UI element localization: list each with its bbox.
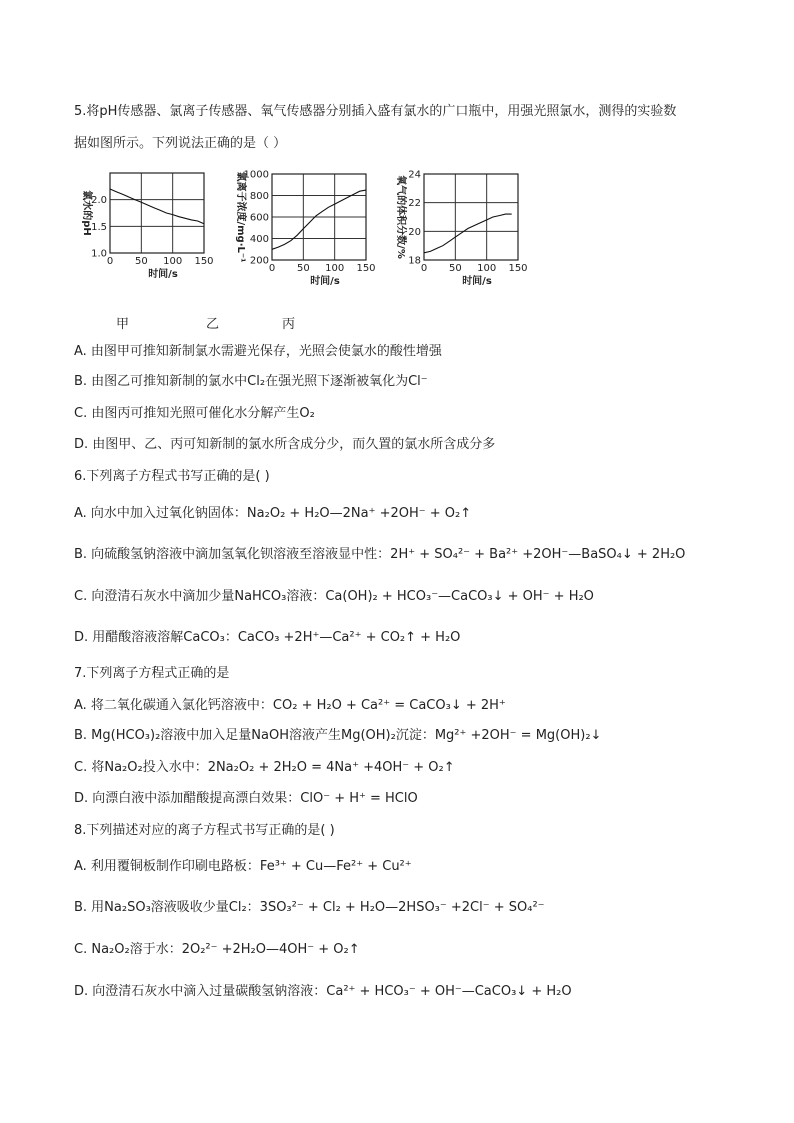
y-tick-label: 1000 [243,169,269,181]
y-axis-label: 氧气的体积分数/% [395,175,406,259]
x-tick-label: 150 [508,263,528,274]
q5-stem-line2: 据如图所示。下列说法正确的是（ ） [74,136,287,151]
y-axis-label: 氯水的pH [81,190,92,236]
x-axis-label: 时间/s [462,276,492,287]
series-line [110,189,204,224]
plot-frame [424,174,518,260]
y-tick-label: 2.0 [91,195,107,207]
q7-option-c: C. 将Na₂O₂投入水中：2Na₂O₂ + 2H₂O = 4Na⁺ +4OH⁻ + O₂↑ [74,760,455,775]
y-tick-label: 200 [249,255,269,267]
series-line [424,214,512,253]
x-tick-label: 100 [477,263,497,274]
x-axis-label: 时间/s [148,269,178,280]
q8-option-b: B. 用Na₂SO₃溶液吸收少量Cl₂：3SO₃²⁻ + Cl₂ + H₂O—2HSO₃⁻ +2Cl⁻ + SO₄²⁻ [74,900,545,915]
q5-option-d: D. 由图甲、乙、丙可知新制的氯水所含成分少，而久置的氯水所含成分多 [74,437,496,452]
y-tick-label: 22 [408,198,421,210]
x-tick-label: 150 [356,263,376,274]
q8-stem: 8.下列描述对应的离子方程式书写正确的是( ) [74,823,335,838]
figure-label-jia: 甲 [116,317,130,332]
chart-bing [388,162,538,297]
q8-option-c: C. Na₂O₂溶于水：2O₂²⁻ +2H₂O—4OH⁻ + O₂↑ [74,942,360,957]
q6-option-d: D. 用醋酸溶液溶解CaCO₃：CaCO₃ +2H⁺—Ca²⁺ + CO₂↑ + H₂O [74,630,461,645]
x-tick-label: 0 [268,263,276,274]
y-tick-label: 400 [249,234,269,245]
x-tick-label: 50 [448,263,462,274]
y-tick-label: 1.0 [91,248,107,260]
series-line [272,190,366,249]
x-axis-label: 时间/s [310,276,340,287]
y-axis-label: 氯离子浓度/mg·L⁻¹ [235,171,246,263]
plot-frame [110,173,204,253]
x-tick-label: 100 [325,263,345,274]
q6-option-a: A. 向水中加入过氧化钠固体：Na₂O₂ + H₂O—2Na⁺ +2OH⁻ + O₂↑ [74,506,472,521]
q8-option-a: A. 利用覆铜板制作印刷电路板：Fe³⁺ + Cu—Fe²⁺ + Cu²⁺ [74,859,412,874]
q5-option-b: B. 由图乙可推知新制的氯水中Cl₂在强光照下逐渐被氧化为Cl⁻ [74,374,428,389]
x-tick-label: 0 [106,256,114,267]
q6-option-c: C. 向澄清石灰水中滴加少量NaHCO₃溶液：Ca(OH)₂ + HCO₃⁻—CaCO₃↓ + OH⁻ + H₂O [74,589,594,604]
figure-label-bing: 丙 [282,317,296,332]
q6-stem: 6.下列离子方程式书写正确的是( ) [74,469,270,484]
q7-stem: 7.下列离子方程式正确的是 [74,666,230,681]
x-tick-label: 150 [194,256,214,267]
y-tick-label: 24 [408,169,421,181]
y-tick-label: 800 [249,191,269,202]
y-tick-label: 20 [408,226,421,238]
q7-option-b: B. Mg(HCO₃)₂溶液中加入足量NaOH溶液产生Mg(OH)₂沉淀：Mg²⁺ +2OH⁻ = Mg(OH)₂↓ [74,728,602,743]
chart-yi [228,162,388,297]
x-tick-label: 0 [420,263,428,274]
q5-stem-line1: 5.将pH传感器、氯离子传感器、氧气传感器分别插入盛有氯水的广口瓶中，用强光照氯水，测得的实验数 [74,104,677,119]
q8-option-d: D. 向澄清石灰水中滴入过量碳酸氢钠溶液：Ca²⁺ + HCO₃⁻ + OH⁻—CaCO₃↓ + H₂O [74,984,572,999]
figure-label-yi: 乙 [206,317,220,332]
x-tick-label: 100 [163,256,183,267]
q5-option-a: A. 由图甲可推知新制氯水需避光保存，光照会使氯水的酸性增强 [74,344,442,359]
y-tick-label: 1.5 [91,221,107,233]
q6-option-b: B. 向硫酸氢钠溶液中滴加氢氧化钡溶液至溶液显中性：2H⁺ + SO₄²⁻ + Ba²⁺ +2OH⁻—BaSO₄↓ + 2H₂O [74,547,686,562]
q7-option-d: D. 向漂白液中添加醋酸提高漂白效果：ClO⁻ + H⁺ = HClO [74,791,418,806]
y-tick-label: 600 [249,212,269,224]
x-tick-label: 50 [296,263,310,274]
q5-option-c: C. 由图丙可推知光照可催化水分解产生O₂ [74,406,315,421]
y-tick-label: 18 [408,255,421,267]
x-tick-label: 50 [134,256,148,267]
q7-option-a: A. 将二氧化碳通入氯化钙溶液中：CO₂ + H₂O + Ca²⁺ = CaCO₃↓ + 2H⁺ [74,698,506,713]
chart-jia [74,165,219,295]
